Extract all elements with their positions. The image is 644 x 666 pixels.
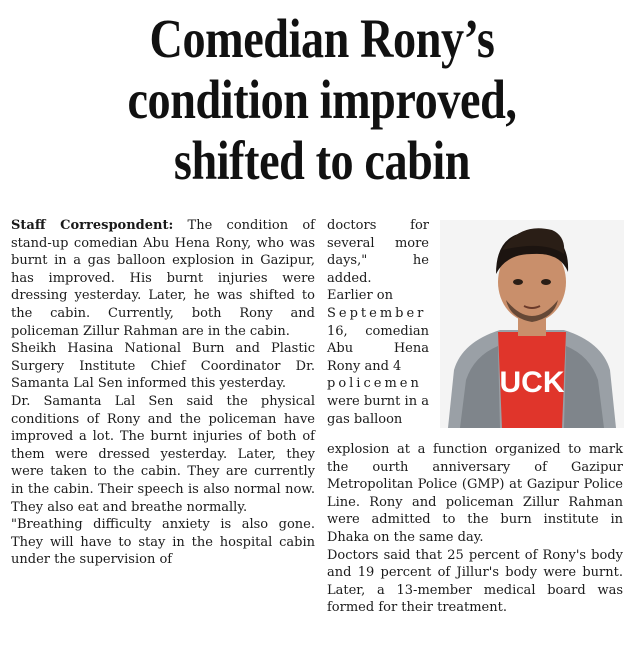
article-left-column	[11, 217, 315, 569]
full-continued: explosion at a function organized to mark the ourth anniversary of Gazipur Metropolitan Police (GMP) at Gazipur Police Line. Rony and policeman Zillur Rahman were admitted to the burn institute in Dhaka on the same day.	[327, 442, 623, 545]
comedian-photo	[440, 220, 624, 428]
article-paragraph-2: Sheikh Hasina National Burn and Plastic Surgery Institute Chief Coordinator Dr. Samanta Lal Sen informed this yesterday.	[11, 341, 315, 392]
right-eye	[541, 279, 551, 285]
middle-tail: were burnt in a gas balloon	[327, 393, 429, 427]
article-paragraph-1	[11, 217, 315, 340]
middle-continued: 16, comedian Abu Hena Rony and 4	[327, 323, 429, 374]
left-eye	[513, 279, 523, 285]
shirt-print: UCK	[499, 366, 565, 399]
headline-line-2: condition improved,	[127, 69, 517, 130]
paragraph-1-text: The condition of stand-up comedian Abu Hena Rony, who was burnt in a gas balloon explosion in Gazipur, has improved. His burnt injuries were dressing yesterday. Later, he was shifted to the cabin. Currently, both Rony and policeman Zillur Rahman are in the cabin.	[11, 218, 315, 339]
byline: Staff Correspondent:	[11, 218, 174, 233]
earlier-start: Earlier on	[327, 288, 394, 304]
article-right-full-column	[327, 441, 623, 617]
article-paragraph-4: "Breathing difficulty anxiety is also gone. They will have to stay in the hospital cabin under the supervision of	[11, 517, 315, 568]
headline-line-3: shifted to cabin	[173, 130, 471, 191]
article-paragraph-3: Dr. Samanta Lal Sen said the physical conditions of Rony and the policeman have improved a lot. The burnt injuries of both of them were dressed yesterday. Later, they were taken to the cabin. They are currently in the cabin. Their speech is also normal now. They also eat and breathe normally.	[11, 393, 315, 515]
month-word: September	[327, 305, 427, 321]
policemen-word: policemen	[327, 376, 422, 392]
quote-end: doctors for several more days," he added.	[327, 218, 429, 286]
full-last: Doctors said that 25 percent of Rony's body and 19 percent of Jillur's body were burnt. Later, a 13-member medical board was formed for their treatment.	[327, 547, 623, 616]
article-middle-column	[327, 217, 429, 428]
headline-line-1: Comedian Rony’s	[149, 8, 495, 69]
headline	[52, 8, 593, 191]
